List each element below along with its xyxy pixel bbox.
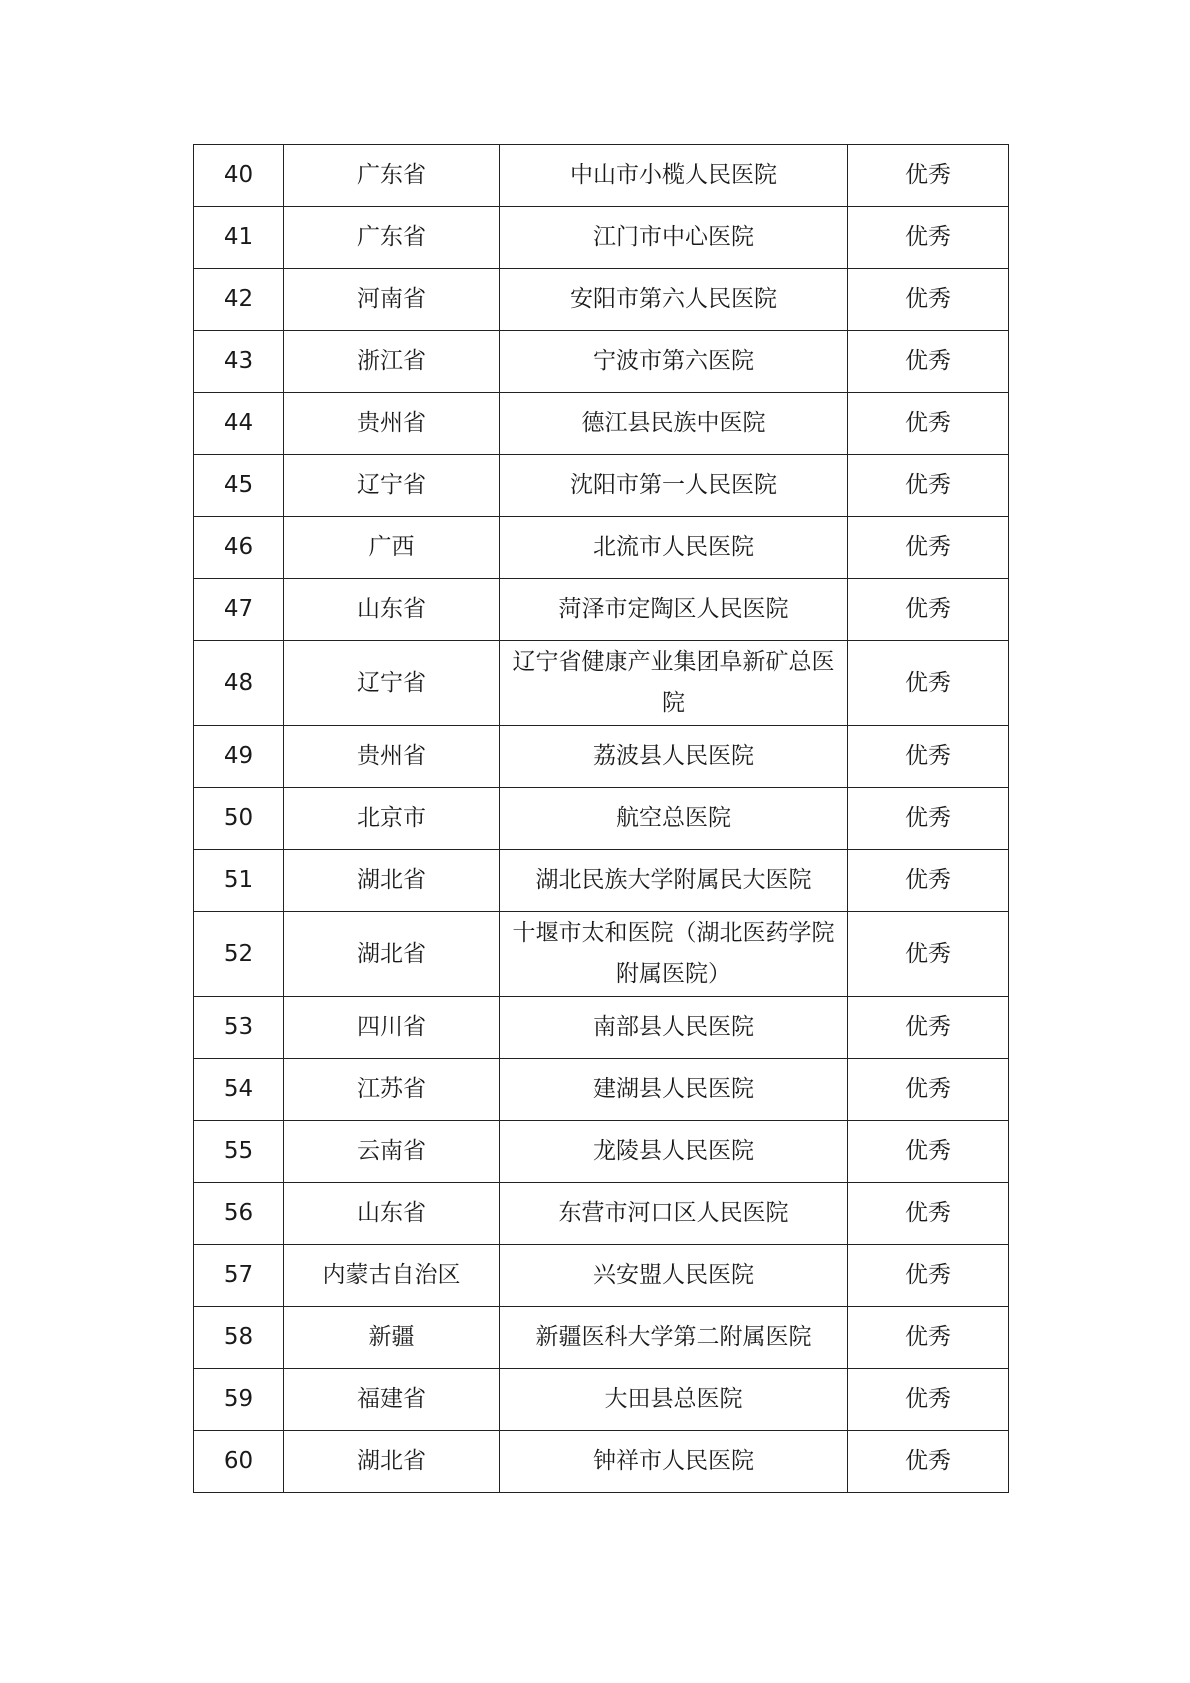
province-cell: 湖北省 [284, 1431, 500, 1493]
row-number: 55 [194, 1121, 284, 1183]
table-row [194, 1369, 1009, 1431]
province-cell: 湖北省 [284, 850, 500, 912]
table-row [194, 1183, 1009, 1245]
rating-cell: 优秀 [848, 1121, 1009, 1183]
hospital-cell: 钟祥市人民医院 [500, 1431, 848, 1493]
row-number: 57 [194, 1245, 284, 1307]
hospital-cell: 宁波市第六医院 [500, 331, 848, 393]
province-cell: 广东省 [284, 145, 500, 207]
table-row [194, 145, 1009, 207]
rating-cell: 优秀 [848, 641, 1009, 726]
hospital-cell: 新疆医科大学第二附属医院 [500, 1307, 848, 1369]
row-number: 58 [194, 1307, 284, 1369]
row-number: 40 [194, 145, 284, 207]
hospital-cell: 沈阳市第一人民医院 [500, 455, 848, 517]
rating-cell: 优秀 [848, 269, 1009, 331]
table-row [194, 393, 1009, 455]
table-row [194, 1121, 1009, 1183]
province-cell: 广东省 [284, 207, 500, 269]
hospital-cell: 十堰市太和医院（湖北医药学院附属医院） [500, 912, 848, 997]
table-row [194, 207, 1009, 269]
table-row [194, 1245, 1009, 1307]
hospital-cell: 德江县民族中医院 [500, 393, 848, 455]
rating-cell: 优秀 [848, 1245, 1009, 1307]
province-cell: 贵州省 [284, 726, 500, 788]
hospital-cell: 南部县人民医院 [500, 997, 848, 1059]
rating-cell: 优秀 [848, 850, 1009, 912]
rating-cell: 优秀 [848, 788, 1009, 850]
rating-cell: 优秀 [848, 579, 1009, 641]
hospital-cell: 安阳市第六人民医院 [500, 269, 848, 331]
row-number: 53 [194, 997, 284, 1059]
rating-cell: 优秀 [848, 997, 1009, 1059]
row-number: 59 [194, 1369, 284, 1431]
hospital-cell: 大田县总医院 [500, 1369, 848, 1431]
hospital-cell: 航空总医院 [500, 788, 848, 850]
province-cell: 广西 [284, 517, 500, 579]
rating-cell: 优秀 [848, 1059, 1009, 1121]
hospital-cell: 湖北民族大学附属民大医院 [500, 850, 848, 912]
hospital-cell: 中山市小榄人民医院 [500, 145, 848, 207]
table-row [194, 1059, 1009, 1121]
hospital-cell: 建湖县人民医院 [500, 1059, 848, 1121]
rating-cell: 优秀 [848, 331, 1009, 393]
table-row [194, 997, 1009, 1059]
row-number: 49 [194, 726, 284, 788]
table-row [194, 517, 1009, 579]
row-number: 52 [194, 912, 284, 997]
province-cell: 湖北省 [284, 912, 500, 997]
table-row [194, 850, 1009, 912]
rating-cell: 优秀 [848, 1369, 1009, 1431]
row-number: 45 [194, 455, 284, 517]
table-row [194, 579, 1009, 641]
province-cell: 山东省 [284, 1183, 500, 1245]
rating-cell: 优秀 [848, 455, 1009, 517]
row-number: 42 [194, 269, 284, 331]
rating-cell: 优秀 [848, 1307, 1009, 1369]
table-body [194, 145, 1009, 1493]
row-number: 44 [194, 393, 284, 455]
row-number: 47 [194, 579, 284, 641]
province-cell: 辽宁省 [284, 641, 500, 726]
row-number: 46 [194, 517, 284, 579]
hospital-cell: 龙陵县人民医院 [500, 1121, 848, 1183]
province-cell: 江苏省 [284, 1059, 500, 1121]
hospital-cell: 兴安盟人民医院 [500, 1245, 848, 1307]
table-row [194, 788, 1009, 850]
hospital-cell: 菏泽市定陶区人民医院 [500, 579, 848, 641]
row-number: 60 [194, 1431, 284, 1493]
province-cell: 四川省 [284, 997, 500, 1059]
hospital-cell: 江门市中心医院 [500, 207, 848, 269]
row-number: 54 [194, 1059, 284, 1121]
table-row [194, 641, 1009, 726]
hospital-cell: 北流市人民医院 [500, 517, 848, 579]
row-number: 50 [194, 788, 284, 850]
province-cell: 云南省 [284, 1121, 500, 1183]
rating-cell: 优秀 [848, 145, 1009, 207]
rating-cell: 优秀 [848, 517, 1009, 579]
table-row [194, 331, 1009, 393]
rating-cell: 优秀 [848, 912, 1009, 997]
hospital-rating-table [193, 144, 1009, 1493]
row-number: 48 [194, 641, 284, 726]
rating-cell: 优秀 [848, 207, 1009, 269]
table-row [194, 455, 1009, 517]
province-cell: 福建省 [284, 1369, 500, 1431]
row-number: 43 [194, 331, 284, 393]
province-cell: 山东省 [284, 579, 500, 641]
hospital-cell: 辽宁省健康产业集团阜新矿总医院 [500, 641, 848, 726]
province-cell: 贵州省 [284, 393, 500, 455]
table-row [194, 1307, 1009, 1369]
province-cell: 北京市 [284, 788, 500, 850]
province-cell: 河南省 [284, 269, 500, 331]
table-row [194, 912, 1009, 997]
row-number: 51 [194, 850, 284, 912]
row-number: 56 [194, 1183, 284, 1245]
province-cell: 浙江省 [284, 331, 500, 393]
province-cell: 内蒙古自治区 [284, 1245, 500, 1307]
table-row [194, 269, 1009, 331]
rating-cell: 优秀 [848, 1431, 1009, 1493]
hospital-cell: 东营市河口区人民医院 [500, 1183, 848, 1245]
table-row [194, 1431, 1009, 1493]
table-row [194, 726, 1009, 788]
rating-cell: 优秀 [848, 393, 1009, 455]
rating-cell: 优秀 [848, 1183, 1009, 1245]
hospital-cell: 荔波县人民医院 [500, 726, 848, 788]
rating-cell: 优秀 [848, 726, 1009, 788]
row-number: 41 [194, 207, 284, 269]
province-cell: 辽宁省 [284, 455, 500, 517]
province-cell: 新疆 [284, 1307, 500, 1369]
